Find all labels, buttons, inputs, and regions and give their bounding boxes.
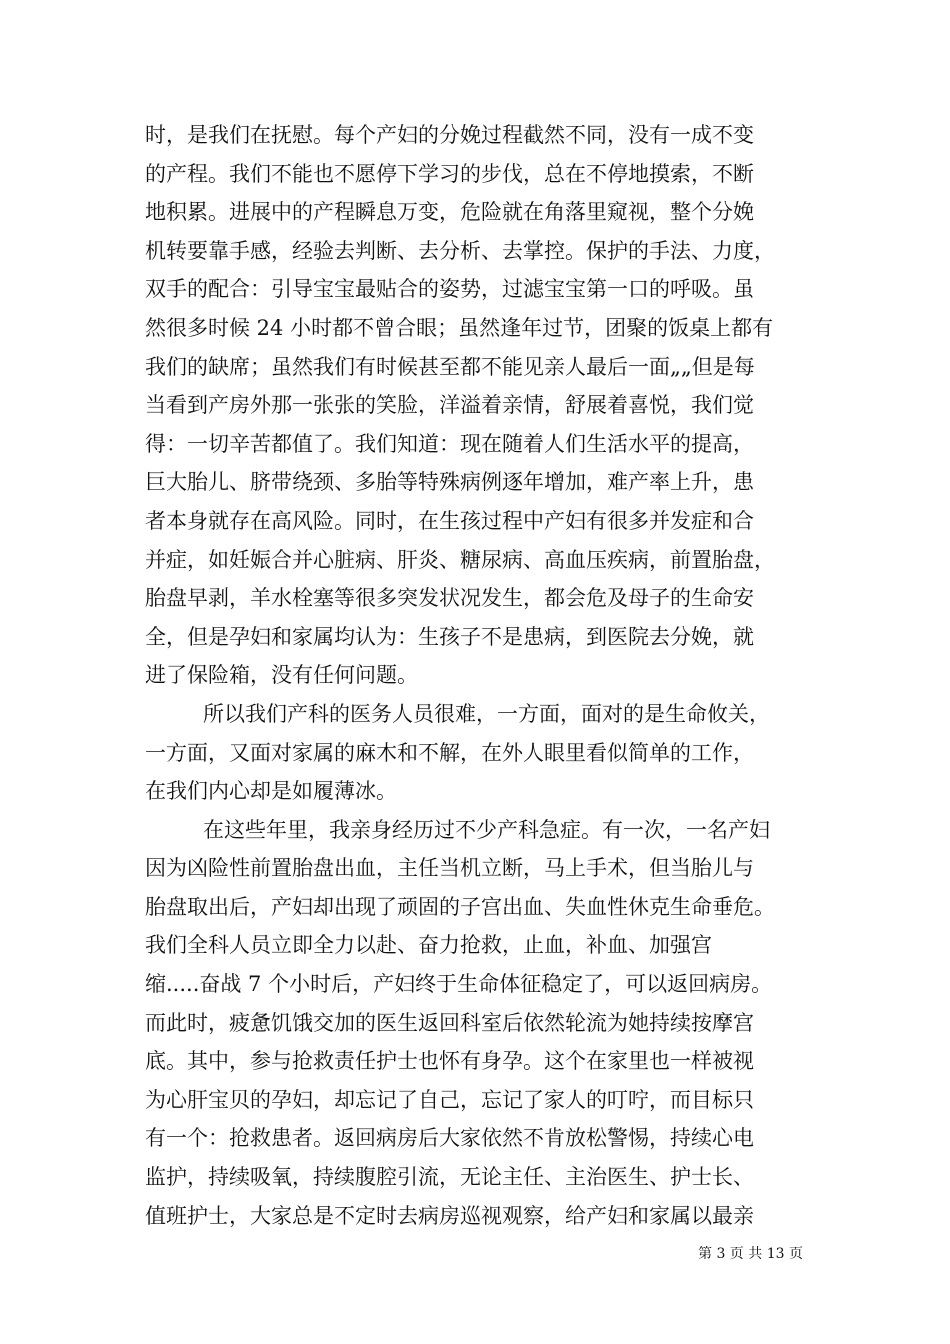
text-line: 巨大胎儿、脐带绕颈、多胎等特殊病例逐年增加，难产率上升，患 — [145, 470, 754, 495]
text-line: 得：一切辛苦都值了。我们知道：现在随着人们生活水平的提高， — [145, 431, 754, 456]
text-line: 为心肝宝贝的孕妇，却忘记了自己，忘记了家人的叮咛，而目标只 — [145, 1087, 754, 1112]
text-line: 机转要靠手感，经验去判断、去分析、去掌控。保护的手法、力度， — [145, 238, 775, 263]
text-line: 全，但是孕妇和家属均认为：生孩子不是患病，到医院去分娩，就 — [145, 624, 754, 649]
text-line: 在我们内心却是如履薄冰。 — [145, 779, 397, 804]
text-line: 并症，如妊娠合并心脏病、肝炎、糖尿病、高血压疾病，前置胎盘， — [145, 547, 775, 572]
text-line: 者本身就存在高风险。同时，在生孩过程中产妇有很多并发症和合 — [145, 508, 754, 533]
text-line: 在这些年里，我亲身经历过不少产科急症。有一次，一名产妇 — [203, 817, 770, 842]
page-number: 第 3 页 共 13 页 — [698, 1246, 803, 1262]
text-line: 因为凶险性前置胎盘出血，主任当机立断，马上手术，但当胎儿与 — [145, 856, 754, 881]
text-line: 值班护士，大家总是不定时去病房巡视观察，给产妇和家属以最亲 — [145, 1203, 754, 1228]
text-line: 当看到产房外那一张张的笑脸，洋溢着亲情，舒展着喜悦，我们觉 — [145, 393, 754, 418]
text-line: 的产程。我们不能也不愿停下学习的步伐，总在不停地摸索，不断 — [145, 161, 754, 186]
text-line: 我们全科人员立即全力以赴、奋力抢救，止血，补血、加强宫 — [145, 933, 712, 958]
text-line: 时，是我们在抚慰。每个产妇的分娩过程截然不同，没有一成不变 — [145, 123, 754, 147]
text-line: 双手的配合：引导宝宝最贴合的姿势，过滤宝宝第一口的呼吸。虽 — [145, 277, 754, 302]
text-line: 我们的缺席；虽然我们有时候甚至都不能见亲人最后一面„„但是每 — [145, 354, 755, 379]
text-line: 地积累。进展中的产程瞬息万变，危险就在角落里窥视，整个分娩 — [145, 200, 754, 225]
text-line: 胎盘早剥，羊水栓塞等很多突发状况发生，都会危及母子的生命安 — [145, 586, 754, 611]
text-line: 一方面，又面对家属的麻木和不解，在外人眼里看似简单的工作， — [145, 740, 754, 765]
text-line: 有一个：抢救患者。返回病房后大家依然不肯放松警惕，持续心电 — [145, 1126, 754, 1151]
text-line: 底。其中，参与抢救责任护士也怀有身孕。这个在家里也一样被视 — [145, 1049, 754, 1074]
text-line: 进了保险箱，没有任何问题。 — [145, 663, 418, 688]
text-line: 然很多时候 24 小时都不曾合眼；虽然逢年过节，团聚的饭桌上都有 — [145, 315, 774, 340]
text-line: 缩.....奋战 7 个小时后，产妇终于生命体征稳定了，可以返回病房。 — [145, 972, 773, 997]
text-line: 所以我们产科的医务人员很难，一方面，面对的是生命攸关， — [203, 701, 770, 726]
text-line: 监护，持续吸氧，持续腹腔引流，无论主任、主治医生、护士长、 — [145, 1165, 754, 1190]
text-line: 胎盘取出后，产妇却出现了顽固的子宫出血、失血性休克生命垂危。 — [145, 894, 775, 919]
body-text — [145, 116, 810, 1235]
text-line: 而此时，疲惫饥饿交加的医生返回科室后依然轮流为她持续按摩宫 — [145, 1010, 754, 1035]
